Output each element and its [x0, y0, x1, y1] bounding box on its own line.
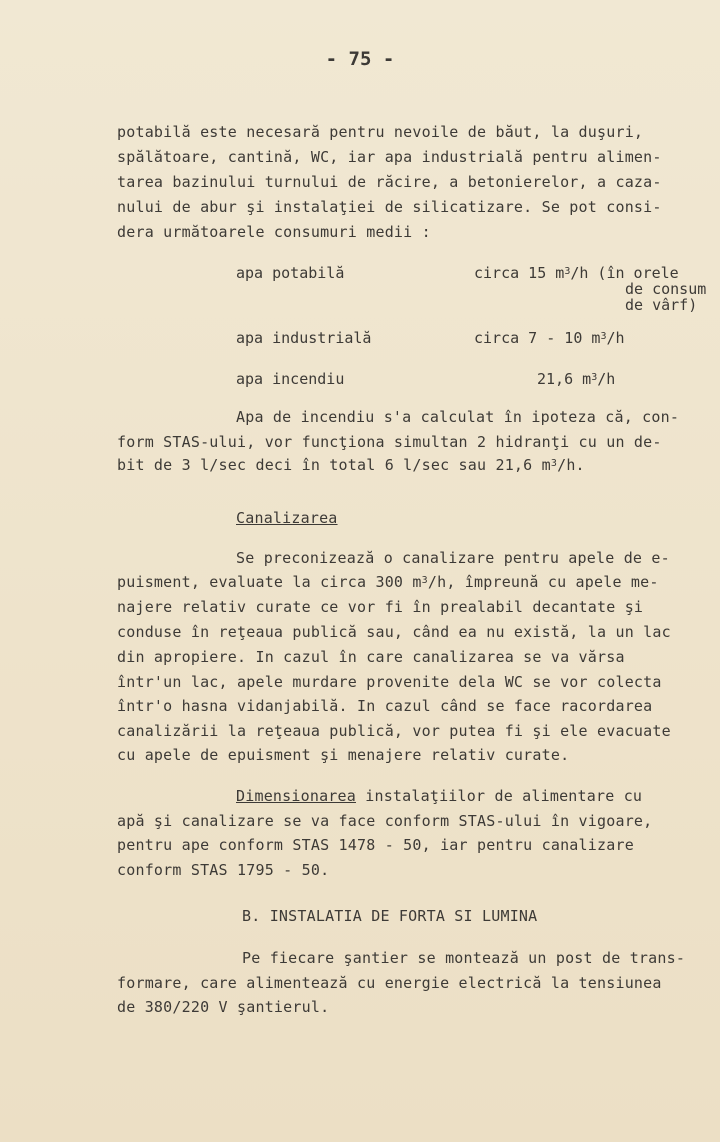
text-line: cu apele de epuisment şi menajere relativ curate.: [117, 746, 570, 764]
section-heading-canalizarea: Canalizarea: [236, 509, 338, 527]
text-line: dera următoarele consumuri medii :: [117, 223, 431, 241]
text-line: Dimensionarea instalaţiilor de alimentare cu: [236, 787, 643, 805]
text-line: form STAS-ului, vor funcţiona simultan 2 hidranţi cu un de-: [117, 433, 662, 451]
text-line: Apa de incendiu s'a calculat în ipoteza că, con-: [236, 408, 680, 426]
text-line: formare, care alimentează cu energie electrică la tensiunea: [117, 974, 662, 992]
text-line: Se preconizează o canalizare pentru apele de e-: [236, 549, 670, 567]
consumption-label-industriala: apa industrială: [236, 329, 372, 347]
text-line: canalizării la reţeaua publică, vor putea fi şi ele evacuate: [117, 722, 671, 740]
text-line: Pe fiecare şantier se montează un post de trans-: [242, 949, 686, 967]
text-line: bit de 3 l/sec deci în total 6 l/sec sau 21,6 $m^3/h$.: [117, 456, 585, 474]
text-line: puisment, evaluate la circa 300 $m^3/h$, împreună cu apele me-: [117, 573, 659, 591]
page-number: - 75 -: [325, 48, 395, 70]
text-line: pentru ape conform STAS 1478 - 50, iar pentru canalizare: [117, 836, 634, 854]
text-line: din apropiere. In cazul în care canalizarea se va vărsa: [117, 648, 625, 666]
consumption-note: de vârf): [625, 296, 698, 314]
consumption-value-potabila: circa 15 $m^3/h$ (în orele: [474, 264, 679, 282]
consumption-value-incendiu: 21,6 $m^3/h$: [537, 370, 616, 388]
text-line: într'o hasna vidanjabilă. In cazul când se face racordarea: [117, 697, 653, 715]
consumption-value-industriala: circa 7 - 10 $m^3/h$: [474, 329, 625, 347]
text-line: conduse în reţeaua publică sau, când ea nu există, la un lac: [117, 623, 671, 641]
text-line: apă şi canalizare se va face conform STAS-ului în vigoare,: [117, 812, 653, 830]
text-line: într'un lac, apele murdare provenite dela WC se vor colecta: [117, 673, 662, 691]
text-line: conform STAS 1795 - 50.: [117, 861, 330, 879]
text-line: tarea bazinului turnului de răcire, a betonierelor, a caza-: [117, 173, 662, 191]
text-line: nului de abur şi instalaţiei de silicatizare. Se pot consi-: [117, 198, 662, 216]
dimensionare-heading: Dimensionarea: [236, 787, 356, 805]
consumption-label-incendiu: apa incendiu: [236, 370, 345, 388]
section-heading-b: B. INSTALATIA DE FORTA SI LUMINA: [242, 907, 538, 925]
text-line: potabilă este necesară pentru nevoile de băut, la duşuri,: [117, 123, 644, 141]
text-line: de 380/220 V şantierul.: [117, 998, 330, 1016]
text-line: najere relativ curate ce vor fi în prealabil decantate şi: [117, 598, 644, 616]
text-line: spălătoare, cantină, WC, iar apa industrială pentru alimen-: [117, 148, 662, 166]
consumption-note: de consum: [625, 280, 707, 298]
consumption-label-potabila: apa potabilă: [236, 264, 345, 282]
